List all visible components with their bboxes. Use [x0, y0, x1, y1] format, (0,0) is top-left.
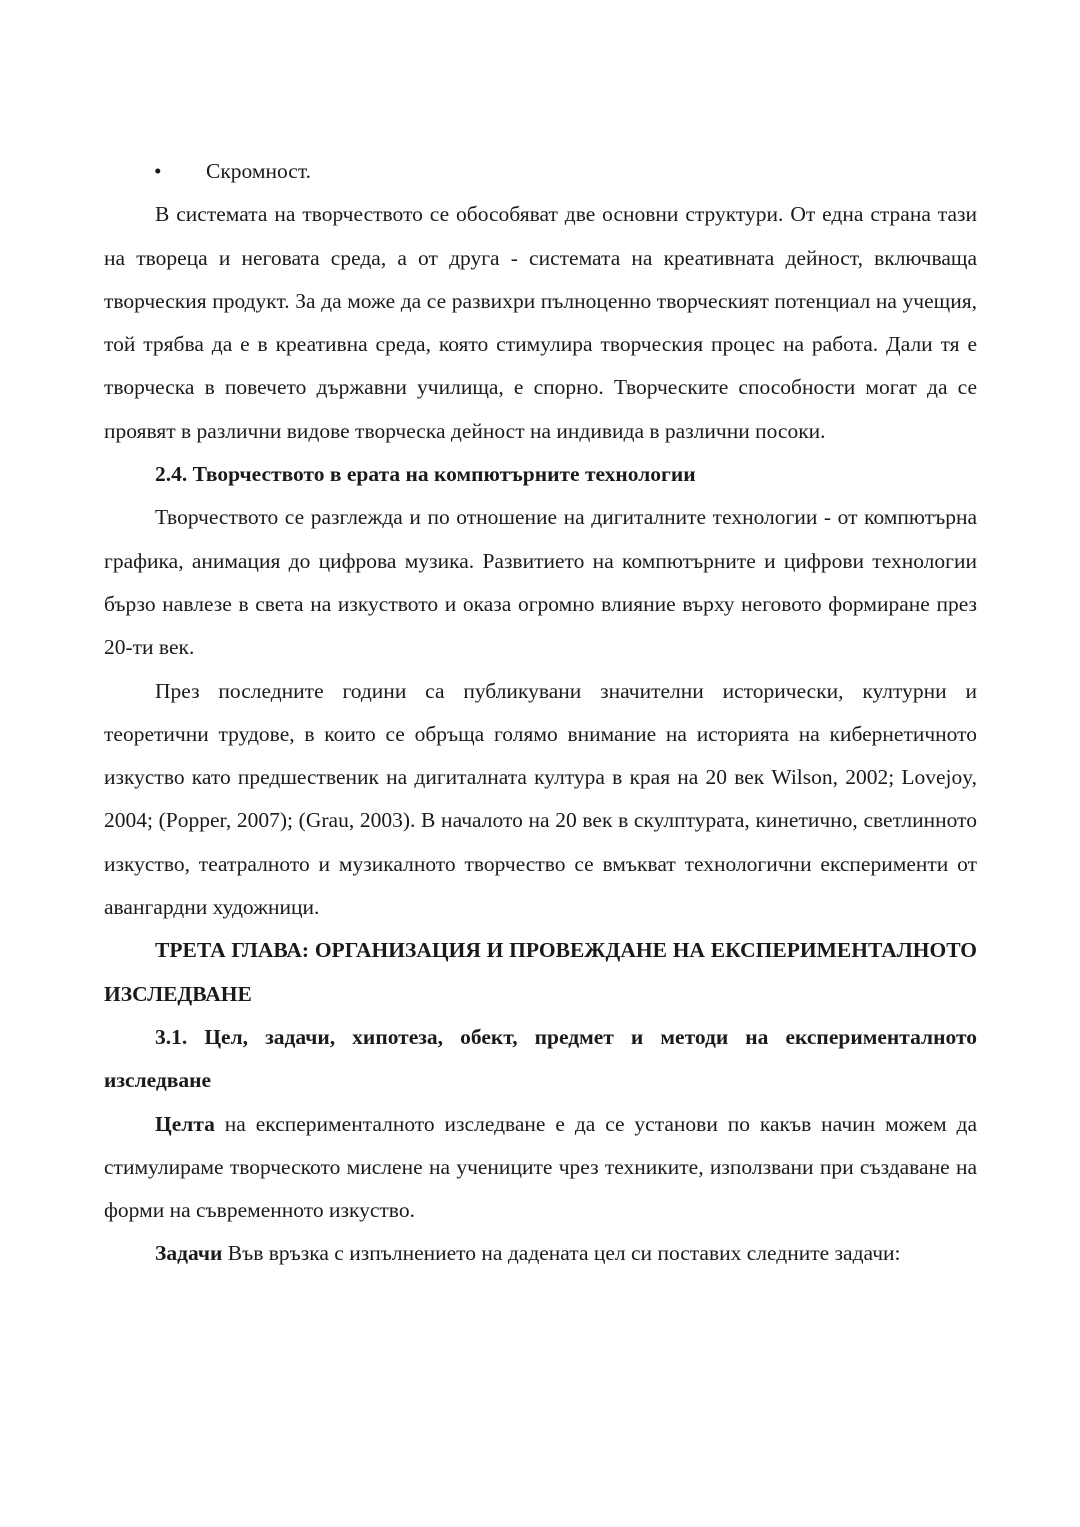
goal-label: Целта: [155, 1111, 215, 1136]
page-content: [104, 150, 977, 1276]
tasks-label: Задачи: [155, 1241, 223, 1266]
paragraph-cybernetic-art: През последните години са публикувани значителни исторически, културни и теоретични трудове, в които се обръща голямо внимание на историята на кибернетичното изкуство като предшественик на дигиталната култура в края на 20 век Wilson, 2002; Lovejoy, 2004; (Popper, 2007); (Grau, 2003). В началото на 20 век в скулптурата, кинетично, светлинното изкуство, театралното и музикалното творчество се вмъкват технологични експерименти от авангардни художници.: [104, 678, 977, 920]
bullet-symbol: •: [154, 159, 162, 183]
paragraph-creativity-system: В системата на творчеството се обособяват две основни структури. От една страна тази на твореца и неговата среда, а от друга - системата на креативната дейност, включваща творческия продукт. За да може да се развихри пълноценно творческият потенциал на учещия, той трябва да е в креативна среда, която стимулира творческия процес на работа. Дали тя е творческа в повечето държавни училища, е спорно. Творческите способности могат да се проявят в различни видове творческа дейност на индивида в различни посоки.: [104, 202, 977, 443]
paragraph-goal: [104, 1103, 977, 1233]
goal-text: на експерименталното изследване е да се установи по какъв начин можем да стимулираме творческото мислене на учениците чрез техниките, използвани при създаване на форми на съвременното изкуство.: [104, 1111, 977, 1223]
paragraph-digital-technologies: Творчеството се разглежда и по отношение на дигиталните технологии - от компютърна графика, анимация до цифрова музика. Развитието на компютърните и цифрови технологии бързо навлезе в света на изкуството и оказа огромно влияние върху неговото формиране през 20-ти век.: [104, 505, 977, 660]
paragraph-tasks: [104, 1232, 977, 1275]
section-3-1-heading: 3.1. Цел, задачи, хипотеза, обект, предмет и методи на експерименталното изследване: [104, 1024, 977, 1093]
chapter-3-heading: ТРЕТА ГЛАВА: ОРГАНИЗАЦИЯ И ПРОВЕЖДАНЕ НА ЕКСПЕРИМЕНТАЛНОТО ИЗСЛЕДВАНЕ: [104, 938, 977, 1006]
bullet-text: Скромност.: [206, 159, 311, 183]
tasks-text: Във връзка с изпълнението на дадената цел си поставих следните задачи:: [222, 1241, 901, 1266]
bullet-item: [104, 150, 977, 193]
section-2-4-heading: 2.4. Творчеството в ерата на компютърните технологии: [155, 462, 696, 487]
